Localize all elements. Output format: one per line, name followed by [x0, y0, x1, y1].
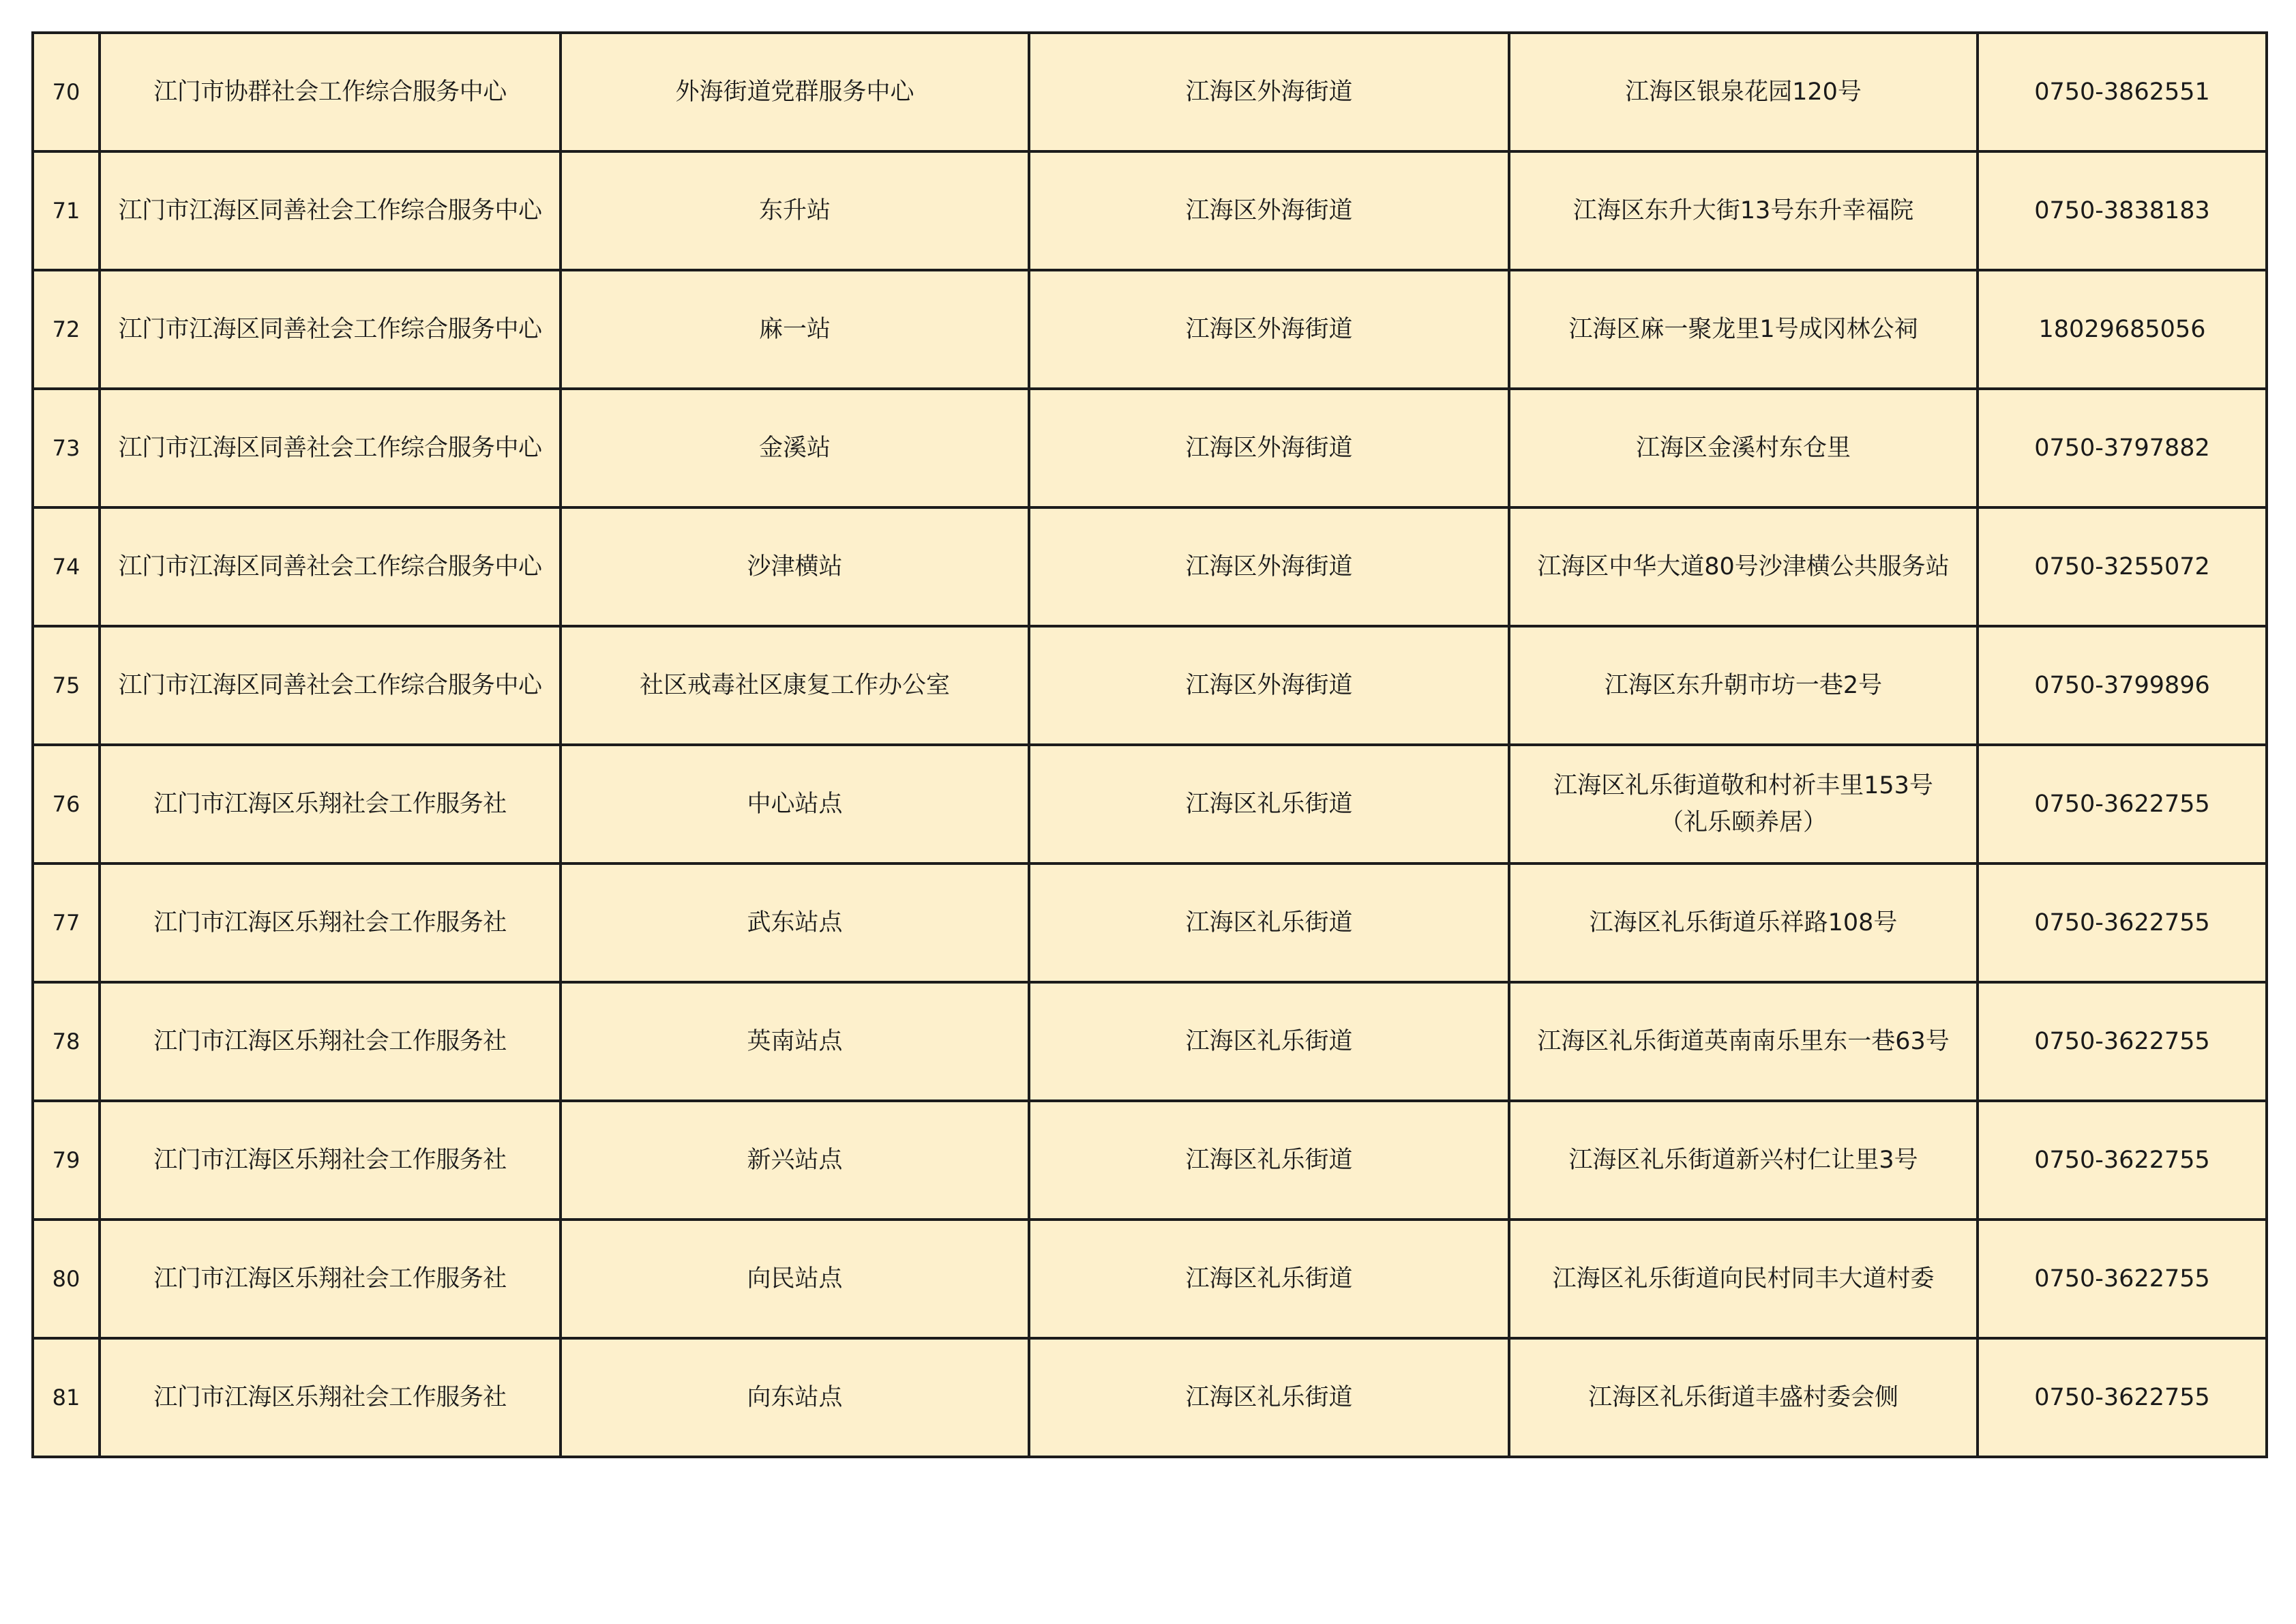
station-name: 向民站点 — [561, 1220, 1029, 1338]
phone-number: 0750-3622755 — [1978, 1220, 2267, 1338]
station-name: 英南站点 — [561, 982, 1029, 1101]
address: 江海区礼乐街道新兴村仁让里3号 — [1509, 1101, 1978, 1220]
table-row — [33, 270, 2267, 389]
row-index: 81 — [33, 1338, 100, 1457]
address: 江海区礼乐街道丰盛村委会侧 — [1509, 1338, 1978, 1457]
area-name: 江海区外海街道 — [1029, 33, 1509, 151]
address: 江海区东升大街13号东升幸福院 — [1509, 151, 1978, 270]
row-index: 74 — [33, 507, 100, 626]
row-index: 73 — [33, 389, 100, 507]
station-name: 沙津横站 — [561, 507, 1029, 626]
area-name: 江海区外海街道 — [1029, 626, 1509, 745]
area-name: 江海区礼乐街道 — [1029, 982, 1509, 1101]
station-name: 社区戒毒社区康复工作办公室 — [561, 626, 1029, 745]
address-line-1: 江海区礼乐街道敬和村祈丰里153号 — [1553, 772, 1933, 799]
area-name: 江海区礼乐街道 — [1029, 1220, 1509, 1338]
phone-number: 0750-3622755 — [1978, 745, 2267, 863]
station-name: 向东站点 — [561, 1338, 1029, 1457]
address: 江海区麻一聚龙里1号成冈林公祠 — [1509, 270, 1978, 389]
address: 江海区银泉花园120号 — [1509, 33, 1978, 151]
organization-name: 江门市协群社会工作综合服务中心 — [100, 33, 561, 151]
area-name: 江海区礼乐街道 — [1029, 863, 1509, 982]
organization-name: 江门市江海区乐翔社会工作服务社 — [100, 745, 561, 863]
organization-name: 江门市江海区乐翔社会工作服务社 — [100, 982, 561, 1101]
station-name: 金溪站 — [561, 389, 1029, 507]
organization-name: 江门市江海区乐翔社会工作服务社 — [100, 1220, 561, 1338]
area-name: 江海区外海街道 — [1029, 389, 1509, 507]
area-name: 江海区礼乐街道 — [1029, 1101, 1509, 1220]
phone-number: 0750-3797882 — [1978, 389, 2267, 507]
organization-name: 江门市江海区同善社会工作综合服务中心 — [100, 151, 561, 270]
table-row — [33, 389, 2267, 507]
area-name: 江海区外海街道 — [1029, 270, 1509, 389]
phone-number: 18029685056 — [1978, 270, 2267, 389]
table-row — [33, 33, 2267, 151]
station-name: 东升站 — [561, 151, 1029, 270]
table-row — [33, 863, 2267, 982]
area-name: 江海区礼乐街道 — [1029, 1338, 1509, 1457]
station-name: 外海街道党群服务中心 — [561, 33, 1029, 151]
organization-name: 江门市江海区乐翔社会工作服务社 — [100, 863, 561, 982]
address: 江海区礼乐街道英南南乐里东一巷63号 — [1509, 982, 1978, 1101]
organization-name: 江门市江海区同善社会工作综合服务中心 — [100, 389, 561, 507]
phone-number: 0750-3622755 — [1978, 982, 2267, 1101]
service-station-table — [31, 31, 2268, 1458]
station-name: 武东站点 — [561, 863, 1029, 982]
table-row — [33, 1101, 2267, 1220]
table-row — [33, 507, 2267, 626]
address — [1509, 745, 1978, 863]
table-row — [33, 1220, 2267, 1338]
organization-name: 江门市江海区乐翔社会工作服务社 — [100, 1338, 561, 1457]
row-index: 71 — [33, 151, 100, 270]
address: 江海区礼乐街道向民村同丰大道村委 — [1509, 1220, 1978, 1338]
phone-number: 0750-3862551 — [1978, 33, 2267, 151]
row-index: 70 — [33, 33, 100, 151]
address: 江海区中华大道80号沙津横公共服务站 — [1509, 507, 1978, 626]
phone-number: 0750-3255072 — [1978, 507, 2267, 626]
address: 江海区礼乐街道乐祥路108号 — [1509, 863, 1978, 982]
area-name: 江海区外海街道 — [1029, 151, 1509, 270]
row-index: 80 — [33, 1220, 100, 1338]
phone-number: 0750-3799896 — [1978, 626, 2267, 745]
phone-number: 0750-3622755 — [1978, 863, 2267, 982]
station-name: 中心站点 — [561, 745, 1029, 863]
phone-number: 0750-3622755 — [1978, 1101, 2267, 1220]
row-index: 75 — [33, 626, 100, 745]
organization-name: 江门市江海区同善社会工作综合服务中心 — [100, 626, 561, 745]
row-index: 72 — [33, 270, 100, 389]
row-index: 78 — [33, 982, 100, 1101]
table-row — [33, 1338, 2267, 1457]
area-name: 江海区外海街道 — [1029, 507, 1509, 626]
phone-number: 0750-3838183 — [1978, 151, 2267, 270]
area-name: 江海区礼乐街道 — [1029, 745, 1509, 863]
organization-name: 江门市江海区同善社会工作综合服务中心 — [100, 507, 561, 626]
table-row — [33, 626, 2267, 745]
organization-name: 江门市江海区乐翔社会工作服务社 — [100, 1101, 561, 1220]
table-row — [33, 745, 2267, 863]
station-name: 麻一站 — [561, 270, 1029, 389]
organization-name: 江门市江海区同善社会工作综合服务中心 — [100, 270, 561, 389]
row-index: 76 — [33, 745, 100, 863]
station-name: 新兴站点 — [561, 1101, 1029, 1220]
address: 江海区东升朝市坊一巷2号 — [1509, 626, 1978, 745]
address-line-2: （礼乐颐养居） — [1659, 809, 1827, 836]
row-index: 77 — [33, 863, 100, 982]
phone-number: 0750-3622755 — [1978, 1338, 2267, 1457]
address: 江海区金溪村东仓里 — [1509, 389, 1978, 507]
table-row — [33, 982, 2267, 1101]
row-index: 79 — [33, 1101, 100, 1220]
table-row — [33, 151, 2267, 270]
